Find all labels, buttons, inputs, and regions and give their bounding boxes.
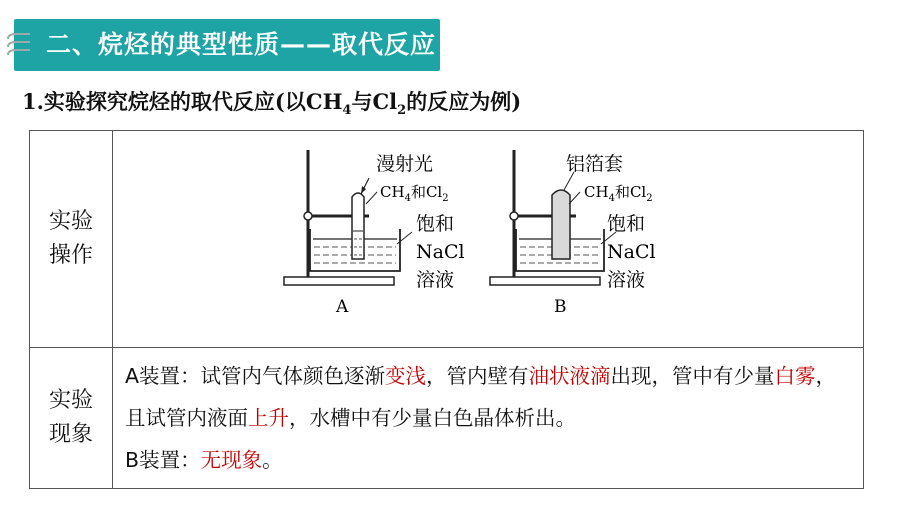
operation-label: 实验 操作	[30, 131, 113, 348]
apparatus-diagram	[114, 132, 862, 342]
solution-label-a-2: NaCl	[416, 241, 465, 263]
phenomenon-text	[113, 348, 864, 489]
apparatus-b	[490, 150, 656, 317]
diffuse-light-label: 漫射光	[376, 153, 434, 175]
solution-label-b-1: 饱和	[607, 213, 646, 235]
solution-label-a-3: 溶液	[416, 269, 455, 291]
foil-cover-label: 铝箔套	[566, 153, 624, 175]
section-header	[14, 19, 440, 71]
gas-label-b: $CH_4$和$Cl_2$	[584, 183, 653, 204]
experiment-subtitle: 1.实验探究烷烃的取代反应(以$CH_4$与$Cl_2$的反应为例)	[22, 89, 522, 119]
phenomenon-row	[30, 348, 864, 489]
phenomenon-b: B装置：无现象。	[125, 448, 283, 472]
solution-label-b-2: NaCl	[607, 241, 656, 263]
gas-label-a: $CH_4$和$Cl_2$	[380, 183, 449, 204]
caption-a: A	[336, 297, 349, 317]
section-title: 二、烷烃的典型性质——取代反应	[46, 30, 437, 59]
apparatus-a	[284, 150, 465, 317]
solution-label-b-3: 溶液	[607, 269, 646, 291]
solution-label-a-1: 饱和	[416, 213, 455, 235]
binder-rings-icon	[4, 31, 34, 61]
experiment-table	[29, 130, 864, 489]
operation-row	[30, 131, 864, 348]
apparatus-diagram-cell	[113, 131, 864, 348]
phenomenon-label: 实验 现象	[30, 348, 113, 489]
phenomenon-a: A装置：试管内气体颜色逐渐变浅，管内壁有油状液滴出现，管中有少量白雾，且试管内液面上升，水槽中有少量白色晶体析出。	[125, 364, 837, 430]
caption-b: B	[554, 297, 567, 317]
